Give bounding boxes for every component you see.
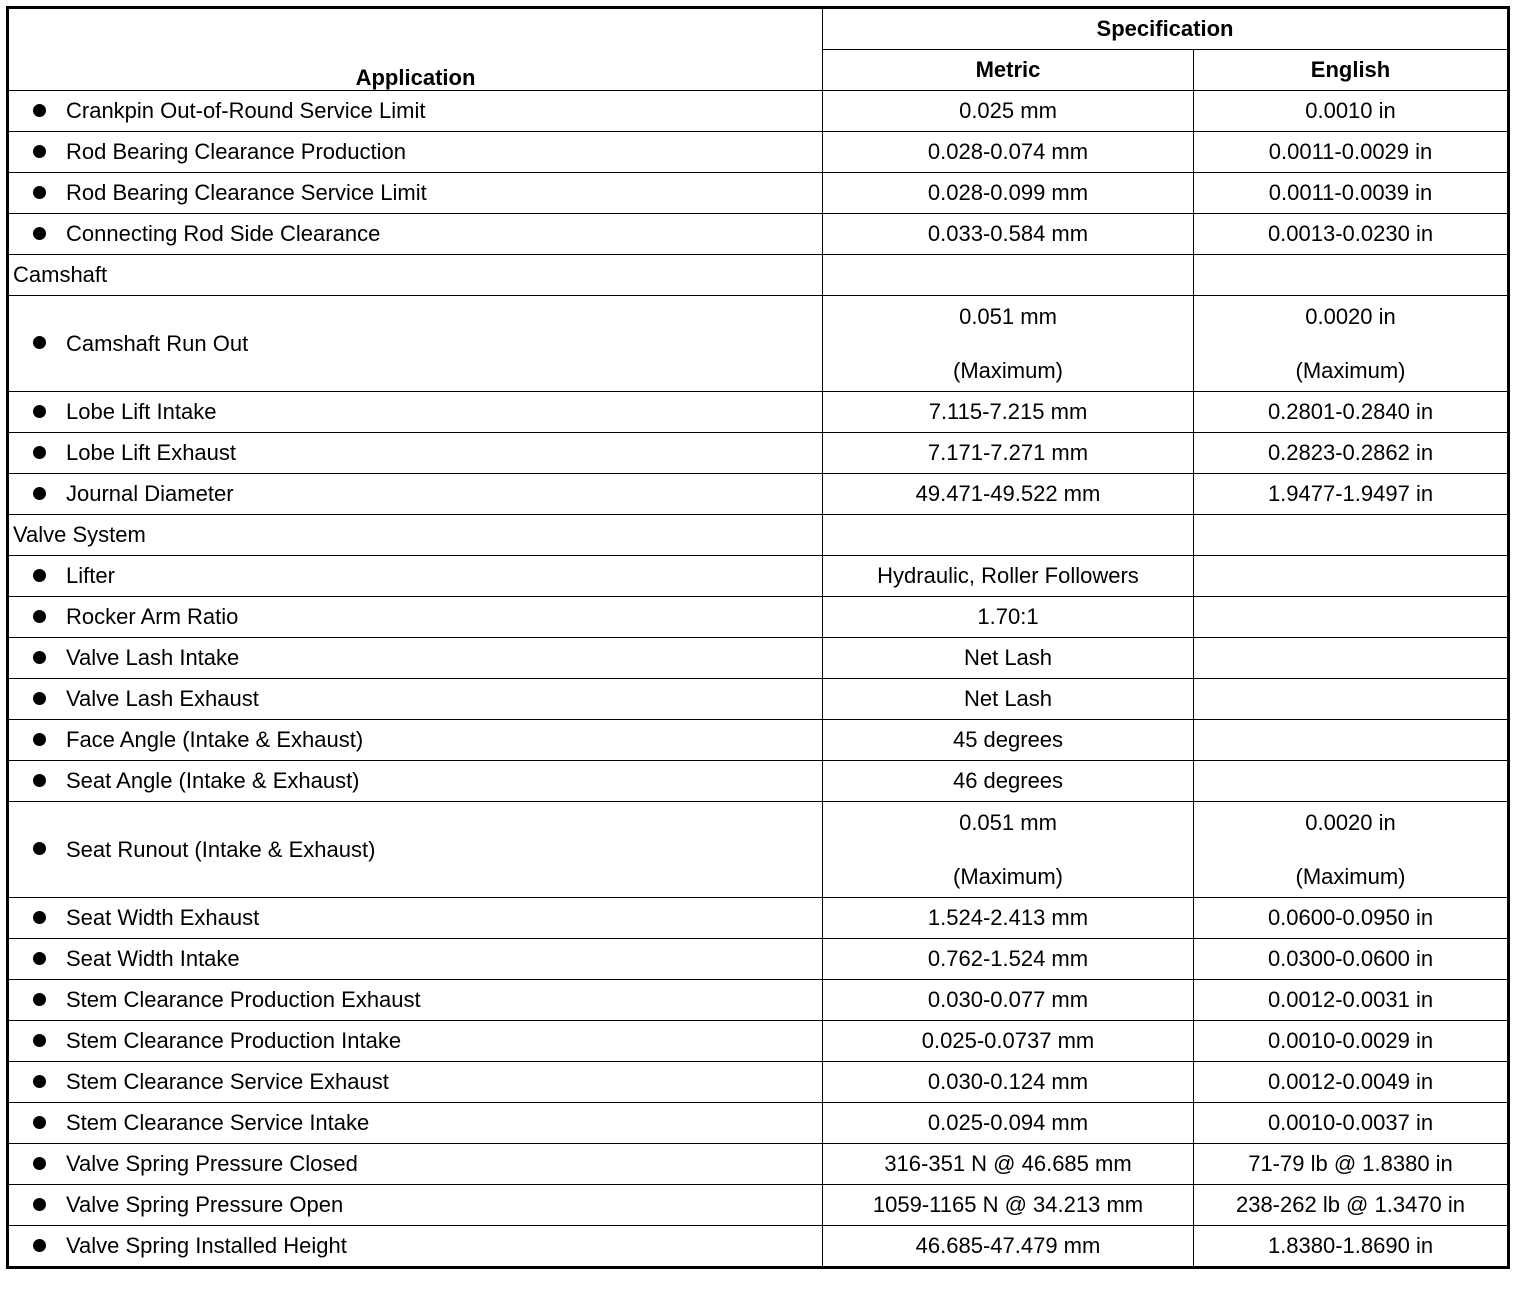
application-cell [8,638,823,679]
application-cell [8,597,823,638]
section-row [8,515,1509,556]
english-value-cell: 238-262 lb @ 1.3470 in [1194,1185,1509,1226]
bullet-icon [33,993,46,1006]
english-value-cell: 1.9477-1.9497 in [1194,474,1509,515]
english-value-cell [1194,296,1509,392]
table-row [8,173,1509,214]
table-row [8,898,1509,939]
application-label: Rod Bearing Clearance Production [66,139,406,164]
metric-qualifier: (Maximum) [953,357,1063,383]
bullet-icon [33,487,46,500]
english-value-cell: 0.0012-0.0031 in [1194,980,1509,1021]
application-cell [8,1103,823,1144]
table-row [8,214,1509,255]
bullet-icon [33,952,46,965]
bullet-icon [33,774,46,787]
english-value-cell: 0.0600-0.0950 in [1194,898,1509,939]
application-label: Connecting Rod Side Clearance [66,221,381,246]
application-cell [8,720,823,761]
bullet-icon [33,1116,46,1129]
application-label: Valve Lash Intake [66,645,240,670]
english-value-cell: 0.0010-0.0029 in [1194,1021,1509,1062]
metric-value-cell: 0.030-0.124 mm [823,1062,1194,1103]
bullet-icon [33,405,46,418]
table-row [8,1062,1509,1103]
application-cell [8,474,823,515]
empty-cell [1194,255,1509,296]
metric-value-cell: 1.524-2.413 mm [823,898,1194,939]
table-row [8,597,1509,638]
table-row [8,1226,1509,1268]
application-label: Stem Clearance Service Exhaust [66,1069,389,1094]
section-title: Camshaft [8,255,823,296]
table-row [8,392,1509,433]
application-cell [8,132,823,173]
bullet-icon [33,1239,46,1252]
metric-value-cell [823,296,1194,392]
empty-cell [823,255,1194,296]
application-label: Stem Clearance Service Intake [66,1110,370,1135]
english-value-cell: 0.0011-0.0029 in [1194,132,1509,173]
bullet-icon [33,1034,46,1047]
application-cell [8,1144,823,1185]
english-value-cell: 1.8380-1.8690 in [1194,1226,1509,1268]
table-row [8,1021,1509,1062]
english-value-cell: 0.0010 in [1194,91,1509,132]
application-cell [8,761,823,802]
metric-value-cell [823,802,1194,898]
section-title: Valve System [8,515,823,556]
application-label: Lobe Lift Intake [66,399,217,424]
application-label: Lobe Lift Exhaust [66,440,237,465]
metric-value-cell: 1.70:1 [823,597,1194,638]
metric-value: 0.051 mm [959,303,1057,329]
table-row [8,1185,1509,1226]
metric-value-cell: 0.025-0.094 mm [823,1103,1194,1144]
specification-header: Specification [823,8,1509,50]
application-cell [8,802,823,898]
english-value-cell [1194,761,1509,802]
application-label: Rod Bearing Clearance Service Limit [66,180,427,205]
application-label: Seat Width Intake [66,946,240,971]
application-cell [8,392,823,433]
english-value-cell: 0.0300-0.0600 in [1194,939,1509,980]
metric-value-cell: 0.033-0.584 mm [823,214,1194,255]
english-value-cell [1194,679,1509,720]
bullet-icon [33,145,46,158]
application-cell [8,980,823,1021]
application-label: Seat Runout (Intake & Exhaust) [66,836,376,862]
application-label: Stem Clearance Production Intake [66,1028,402,1053]
application-label: Journal Diameter [66,481,234,506]
application-label: Valve Lash Exhaust [66,686,259,711]
metric-value-cell: 316-351 N @ 46.685 mm [823,1144,1194,1185]
application-label: Lifter [66,563,115,588]
application-header: Application [8,8,823,91]
bullet-icon [33,610,46,623]
english-value-cell: 0.2823-0.2862 in [1194,433,1509,474]
application-cell [8,556,823,597]
metric-value-cell: 7.115-7.215 mm [823,392,1194,433]
english-value-cell: 0.2801-0.2840 in [1194,392,1509,433]
table-row [8,939,1509,980]
table-row [8,296,1509,392]
table-row [8,1144,1509,1185]
application-cell [8,433,823,474]
english-value: 0.0020 in [1305,809,1396,835]
bullet-icon [33,446,46,459]
english-value-cell [1194,802,1509,898]
table-row [8,720,1509,761]
application-cell [8,91,823,132]
application-label: Stem Clearance Production Exhaust [66,987,421,1012]
metric-value-cell: 49.471-49.522 mm [823,474,1194,515]
application-cell [8,939,823,980]
table-row [8,91,1509,132]
english-header: English [1194,50,1509,91]
metric-value-cell: 46 degrees [823,761,1194,802]
application-cell [8,214,823,255]
english-value-cell [1194,720,1509,761]
bullet-icon [33,104,46,117]
metric-value-cell: Net Lash [823,679,1194,720]
bullet-icon [33,1157,46,1170]
application-label: Camshaft Run Out [66,330,249,356]
metric-value-cell: 45 degrees [823,720,1194,761]
application-cell [8,1185,823,1226]
table-row [8,980,1509,1021]
bullet-icon [33,692,46,705]
application-label: Rocker Arm Ratio [66,604,239,629]
metric-value: 0.051 mm [959,809,1057,835]
specification-table [6,6,1510,1269]
application-label: Face Angle (Intake & Exhaust) [66,727,364,752]
application-label: Valve Spring Pressure Closed [66,1151,358,1176]
bullet-icon [33,842,46,855]
english-qualifier: (Maximum) [1295,863,1406,889]
bullet-icon [33,336,46,349]
table-row [8,474,1509,515]
empty-cell [1194,515,1509,556]
table-row [8,556,1509,597]
application-label: Seat Angle (Intake & Exhaust) [66,768,360,793]
table-row [8,638,1509,679]
metric-value-cell: 46.685-47.479 mm [823,1226,1194,1268]
english-value-cell: 71-79 lb @ 1.8380 in [1194,1144,1509,1185]
metric-value-cell: 1059-1165 N @ 34.213 mm [823,1185,1194,1226]
metric-value-cell: 0.025-0.0737 mm [823,1021,1194,1062]
application-cell [8,898,823,939]
metric-header: Metric [823,50,1194,91]
english-value-cell [1194,638,1509,679]
application-cell [8,1062,823,1103]
section-row [8,255,1509,296]
metric-value-cell: 0.028-0.099 mm [823,173,1194,214]
application-cell [8,296,823,392]
english-value-cell: 0.0013-0.0230 in [1194,214,1509,255]
bullet-icon [33,227,46,240]
bullet-icon [33,1198,46,1211]
english-value-cell: 0.0010-0.0037 in [1194,1103,1509,1144]
table-row [8,802,1509,898]
english-value-cell: 0.0011-0.0039 in [1194,173,1509,214]
bullet-icon [33,733,46,746]
english-value: 0.0020 in [1305,303,1396,329]
table-row [8,761,1509,802]
application-cell [8,1021,823,1062]
table-row [8,1103,1509,1144]
table-row [8,679,1509,720]
metric-value-cell: 0.030-0.077 mm [823,980,1194,1021]
metric-value-cell: 0.028-0.074 mm [823,132,1194,173]
application-label: Valve Spring Installed Height [66,1233,347,1258]
english-value-cell [1194,597,1509,638]
empty-cell [823,515,1194,556]
application-cell [8,1226,823,1268]
header-row-top [8,8,1509,50]
bullet-icon [33,569,46,582]
metric-value-cell: 0.025 mm [823,91,1194,132]
metric-value-cell: Hydraulic, Roller Followers [823,556,1194,597]
english-value-cell: 0.0012-0.0049 in [1194,1062,1509,1103]
application-cell [8,679,823,720]
application-label: Seat Width Exhaust [66,905,260,930]
english-value-cell [1194,556,1509,597]
metric-qualifier: (Maximum) [953,863,1063,889]
application-cell [8,173,823,214]
specification-body [8,91,1509,1268]
metric-value-cell: Net Lash [823,638,1194,679]
bullet-icon [33,651,46,664]
english-qualifier: (Maximum) [1295,357,1406,383]
metric-value-cell: 0.762-1.524 mm [823,939,1194,980]
bullet-icon [33,186,46,199]
application-label: Crankpin Out-of-Round Service Limit [66,98,426,123]
table-row [8,132,1509,173]
bullet-icon [33,1075,46,1088]
bullet-icon [33,911,46,924]
application-label: Valve Spring Pressure Open [66,1192,344,1217]
metric-value-cell: 7.171-7.271 mm [823,433,1194,474]
table-row [8,433,1509,474]
